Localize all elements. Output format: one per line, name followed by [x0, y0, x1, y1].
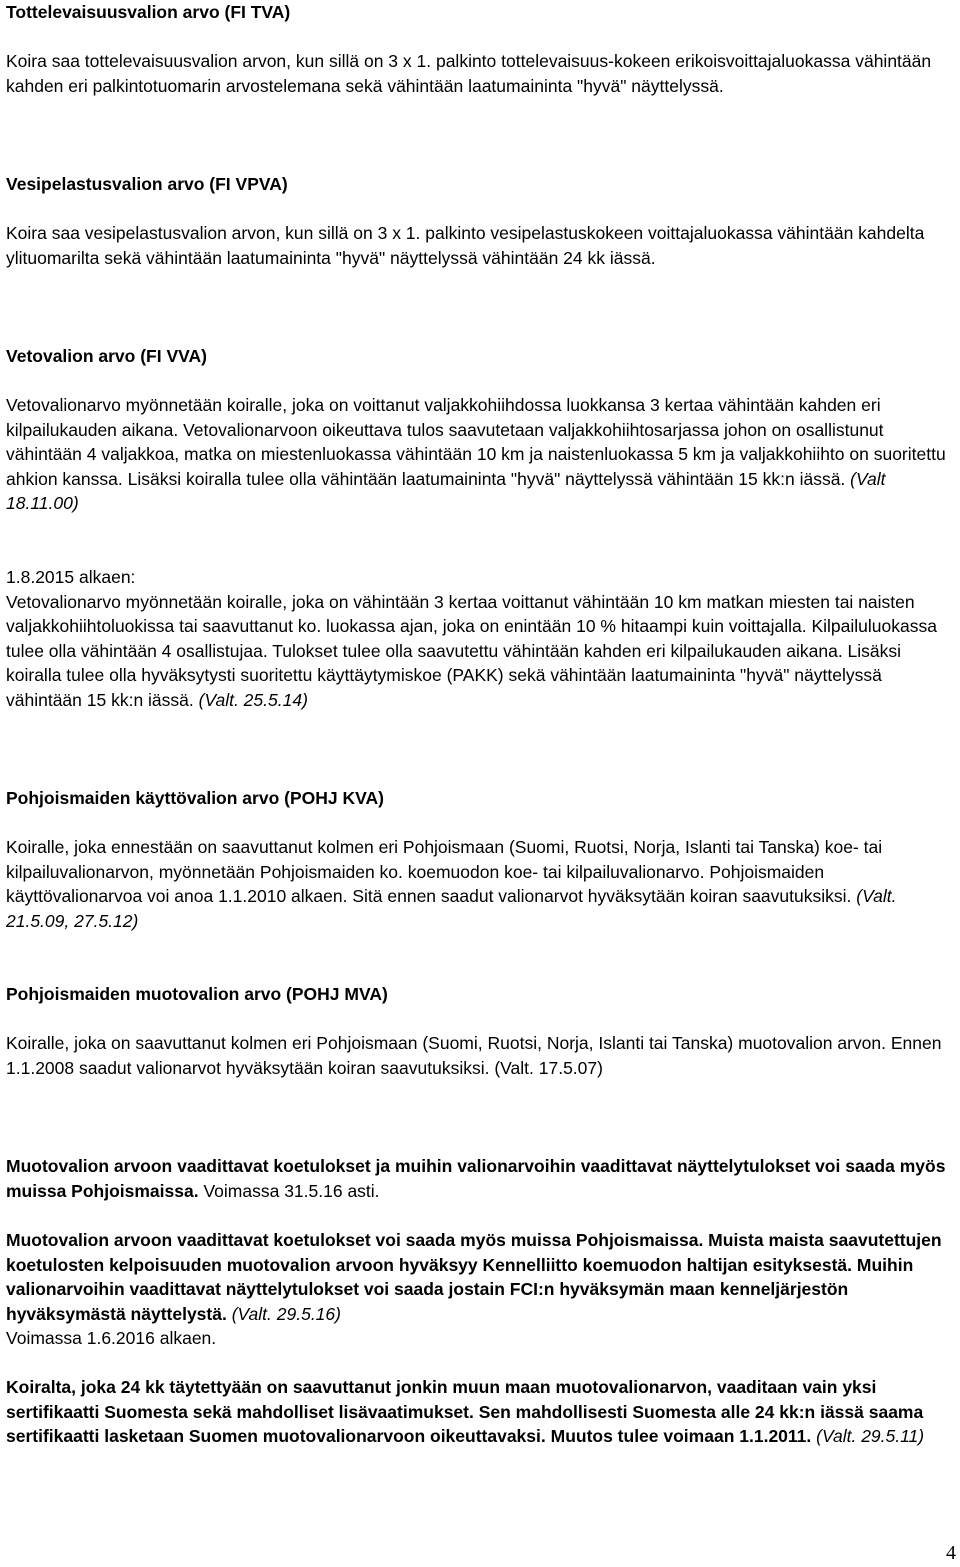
paragraph-vva-2-note: (Valt. 25.5.14): [198, 689, 308, 710]
notice-3-note: (Valt. 29.5.11): [816, 1426, 925, 1446]
notice-2-bold: Muotovalion arvoon vaadittavat koetulokset voi saada myös muissa Pohjoismaissa. Muista maista saavutettujen koetulosten kelpoisuuden muotovalion arvoon hyväksyy Kennelliitto koemuodon haltijan esityksestä. Muihin valionarvoihin vaadittavat näyttelytulokset voi saada jostain FCI:n hyväksymän maan kenneljärjestön hyväksymästä näyttelystä.: [6, 1230, 942, 1324]
heading-pohj-mva: Pohjoismaiden muotovalion arvo (POHJ MVA): [6, 984, 388, 1004]
page-number: 4: [946, 1542, 956, 1564]
paragraph-vva-1: [6, 393, 946, 516]
heading-vpva: Vesipelastusvalion arvo (FI VPVA): [6, 174, 288, 194]
notice-1-normal: Voimassa 31.5.16 asti.: [198, 1180, 380, 1201]
paragraph-pohj-kva-note: (Valt. 21.5.09, 27.5.12): [6, 886, 897, 931]
notice-2-note: (Valt. 29.5.16): [231, 1303, 341, 1324]
notice-2: [6, 1228, 946, 1351]
paragraph-vva-1-text: Vetovalionarvo myönnetään koiralle, joka on voittanut valjakkohiihdossa luokkansa 3 kertaa vähintään kahden eri kilpailukauden aikana. Vetovalionarvoon oikeuttava tulos saavutetaan valjakkohiihtosarjassa johon on osallistunut vähintään 4 valjakkoa, matka on miestenluokassa vähintään 10 km ja naistenluokassa 5 km ja valjakkohiihto on suoritettu ahkion kanssa. Lisäksi koiralla tulee olla vähintään laatumaininta "hyvä" näyttelyssä vähintään 15 kk:n iässä.: [6, 395, 946, 489]
paragraph-vva-1-note: (Valt 18.11.00): [6, 468, 886, 513]
heading-vva: Vetovalion arvo (FI VVA): [6, 346, 207, 366]
paragraph-vpva: Koira saa vesipelastusvalion arvon, kun sillä on 3 x 1. palkinto vesipelastuskokeen voittajaluokassa vähintään kahdelta ylituomarilta sekä vähintään laatumaininta "hyvä" näyttelyssä vähintään 24 kk iässä.: [6, 223, 925, 268]
notice-3: [6, 1375, 946, 1449]
notice-3-bold: Koiralta, joka 24 kk täytettyään on saavuttanut jonkin muun maan muotovalionarvon, vaaditaan vain yksi sertifikaatti Suomesta sekä mahdolliset lisävaatimukset. Sen mahdollisesti Suomesta alle 24 kk:n iässä saama sertifikaatti lasketaan Suomen muotovalionarvoon oikeuttavaksi. Muutos tulee voimaan 1.1.2011.: [6, 1377, 924, 1446]
paragraph-pohj-kva-text: Koiralle, joka ennestään on saavuttanut kolmen eri Pohjoismaan (Suomi, Ruotsi, Norja, Islanti tai Tanska) koe- tai kilpailuvalionarvon, myönnetään Pohjoismaiden ko. koemuodon koe- tai kilpailuvalionarvo. Pohjoismaiden käyttövalionarvoa voi anoa 1.1.2010 alkaen. Sitä ennen saadut valionarvot hyväksytään koiran saavutuksiksi.: [6, 837, 883, 906]
paragraph-pohj-mva: Koiralle, joka on saavuttanut kolmen eri Pohjoismaan (Suomi, Ruotsi, Norja, Islanti tai Tanska) muotovalion arvon. Ennen 1.1.2008 saadut valionarvot hyväksytään koiran saavutuksiksi. (Valt. 17.5.07): [6, 1033, 942, 1078]
paragraph-vva-2: [6, 590, 946, 713]
notice-2-normal: Voimassa 1.6.2016 alkaen.: [6, 1328, 217, 1348]
heading-pohj-kva: Pohjoismaiden käyttövalion arvo (POHJ KVA): [6, 788, 384, 808]
paragraph-tva: Koira saa tottelevaisuusvalion arvon, kun sillä on 3 x 1. palkinto tottelevaisuus-kokeen erikoisvoittajaluokassa vähintään kahden eri palkintotuomarin arvostelemana sekä vähintään laatumaininta "hyvä" näyttelyssä.: [6, 51, 932, 96]
notice-1-bold: Muotovalion arvoon vaadittavat koetulokset ja muihin valionarvoihin vaadittavat näyttelytulokset voi saada myös muissa Pohjoismaissa.: [6, 1156, 946, 1201]
heading-tva: Tottelevaisuusvalion arvo (FI TVA): [6, 2, 291, 22]
paragraph-pohj-kva: [6, 835, 946, 933]
paragraph-vva-2-text: Vetovalionarvo myönnetään koiralle, joka on vähintään 3 kertaa voittanut vähintään 10 km matkan miesten tai naisten valjakkohiihtoluokissa tai saavuttanut ko. luokassa ajan, joka on enintään 10 % hitaampi kuin voittajalla. Kilpailuluokassa tulee olla vähintään 4 osallistujaa. Tulokset tulee olla saavutettu vähintään kahden eri kilpailukauden aikana. Lisäksi koiralla tulee olla hyväksytysti suoritettu käyttäytymiskoe (PAKK) sekä vähintään laatumaininta "hyvä" näyttelyssä vähintään 15 kk:n iässä.: [6, 591, 937, 710]
notice-1: [6, 1154, 946, 1203]
date-label-vva: 1.8.2015 alkaen:: [6, 567, 136, 587]
